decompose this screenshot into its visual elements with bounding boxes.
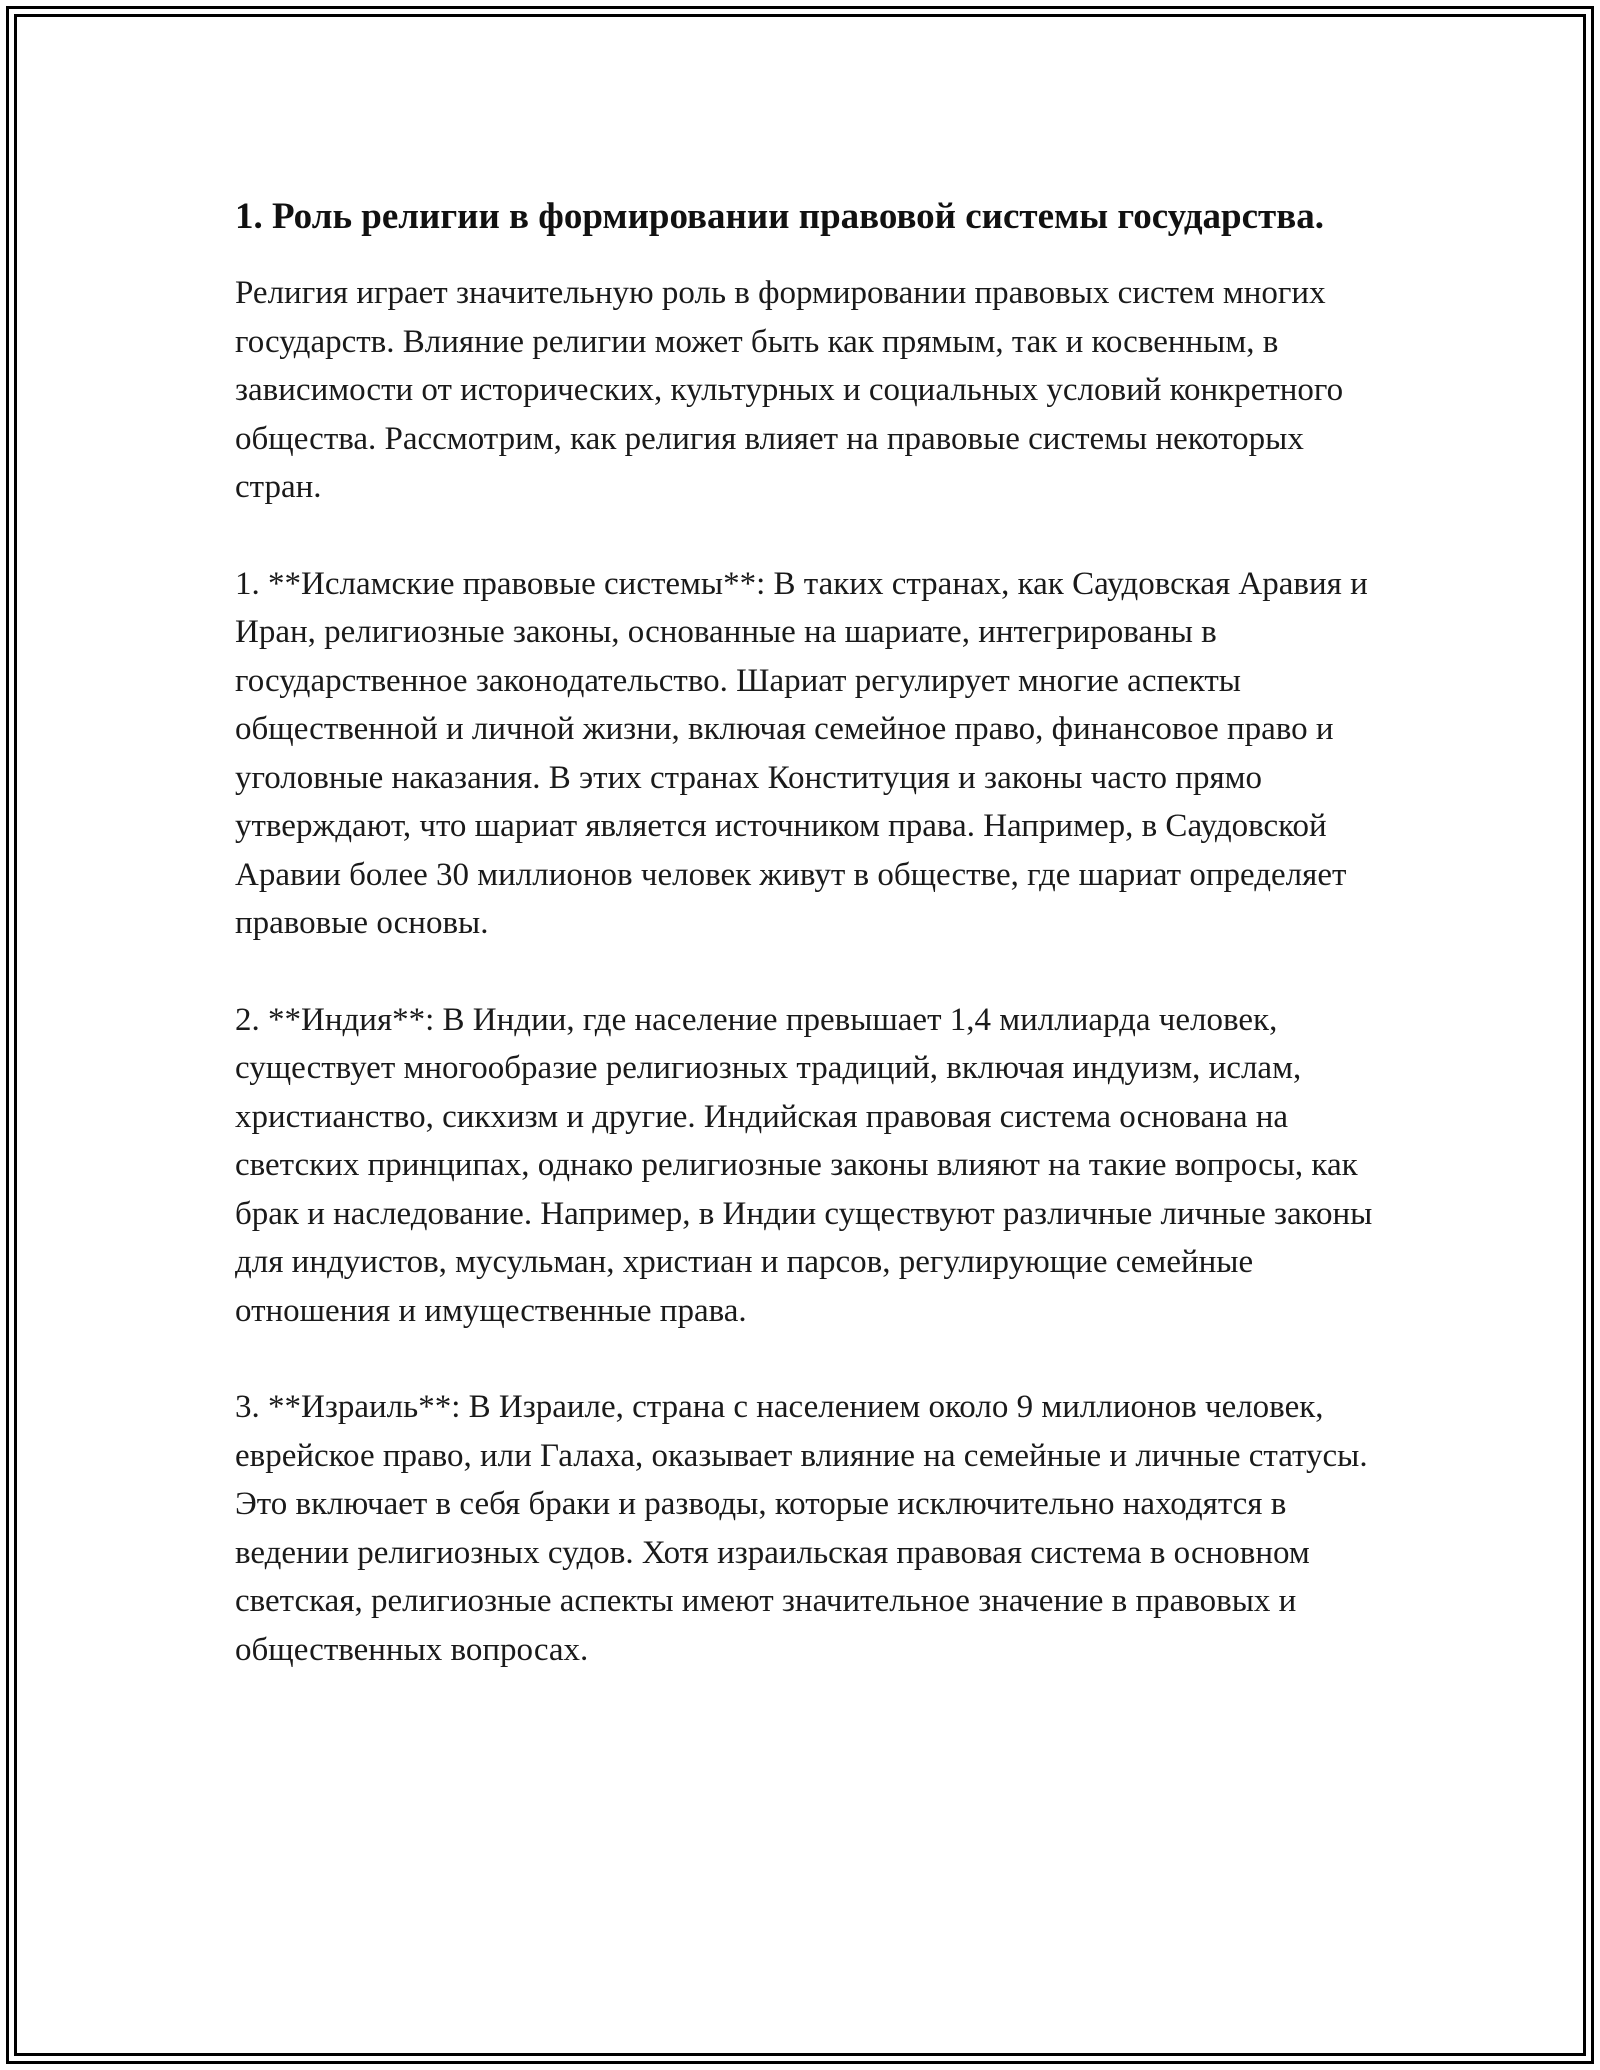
document-title: 1. Роль религии в формировании правовой системы государства. [235,196,1324,237]
paragraph-islamic-systems: 1. **Исламские правовые системы**: В таких странах, как Саудовская Аравия и Иран, религиозные законы, основанные на шариате, интегрированы в государственное законодательство. Шариат регулирует многие аспекты общественной и личной жизни, включая семейное право, финансовое право и уголовные наказания. В этих странах Конституция и законы часто прямо утверждают, что шариат является источником права. Например, в Саудовской Аравии более 30 миллионов человек живут в обществе, где шариат определяет правовые основы. [235,565,1368,941]
paragraph-israel: 3. **Израиль**: В Израиле, страна с населением около 9 миллионов человек, еврейское право, или Галаха, оказывает влияние на семейные и личные статусы. Это включает в себя браки и разводы, которые исключительно находятся в ведении религиозных судов. Хотя израильская правовая система в основном светская, религиозные аспекты имеют значительное значение в правовых и общественных вопросах. [235,1389,1368,1668]
paragraph-india: 2. **Индия**: В Индии, где население превышает 1,4 миллиарда человек, существует многообразие религиозных традиций, включая индуизм, ислам, христианство, сикхизм и другие. Индийская правовая система основана на светских принципах, однако религиозные законы влияют на такие вопросы, как брак и наследование. Например, в Индии существуют различные личные законы для индуистов, мусульман, христиан и парсов, регулирующие семейные отношения и имущественные права. [235,1001,1373,1329]
document-body [235,188,1375,1674]
intro-paragraph: Религия играет значительную роль в формировании правовых систем многих государств. Влияние религии может быть как прямым, так и косвенным, в зависимости от исторических, культурных и социальных условий конкретного общества. Рассмотрим, как религия влияет на правовые системы некоторых стран. [235,275,1344,505]
